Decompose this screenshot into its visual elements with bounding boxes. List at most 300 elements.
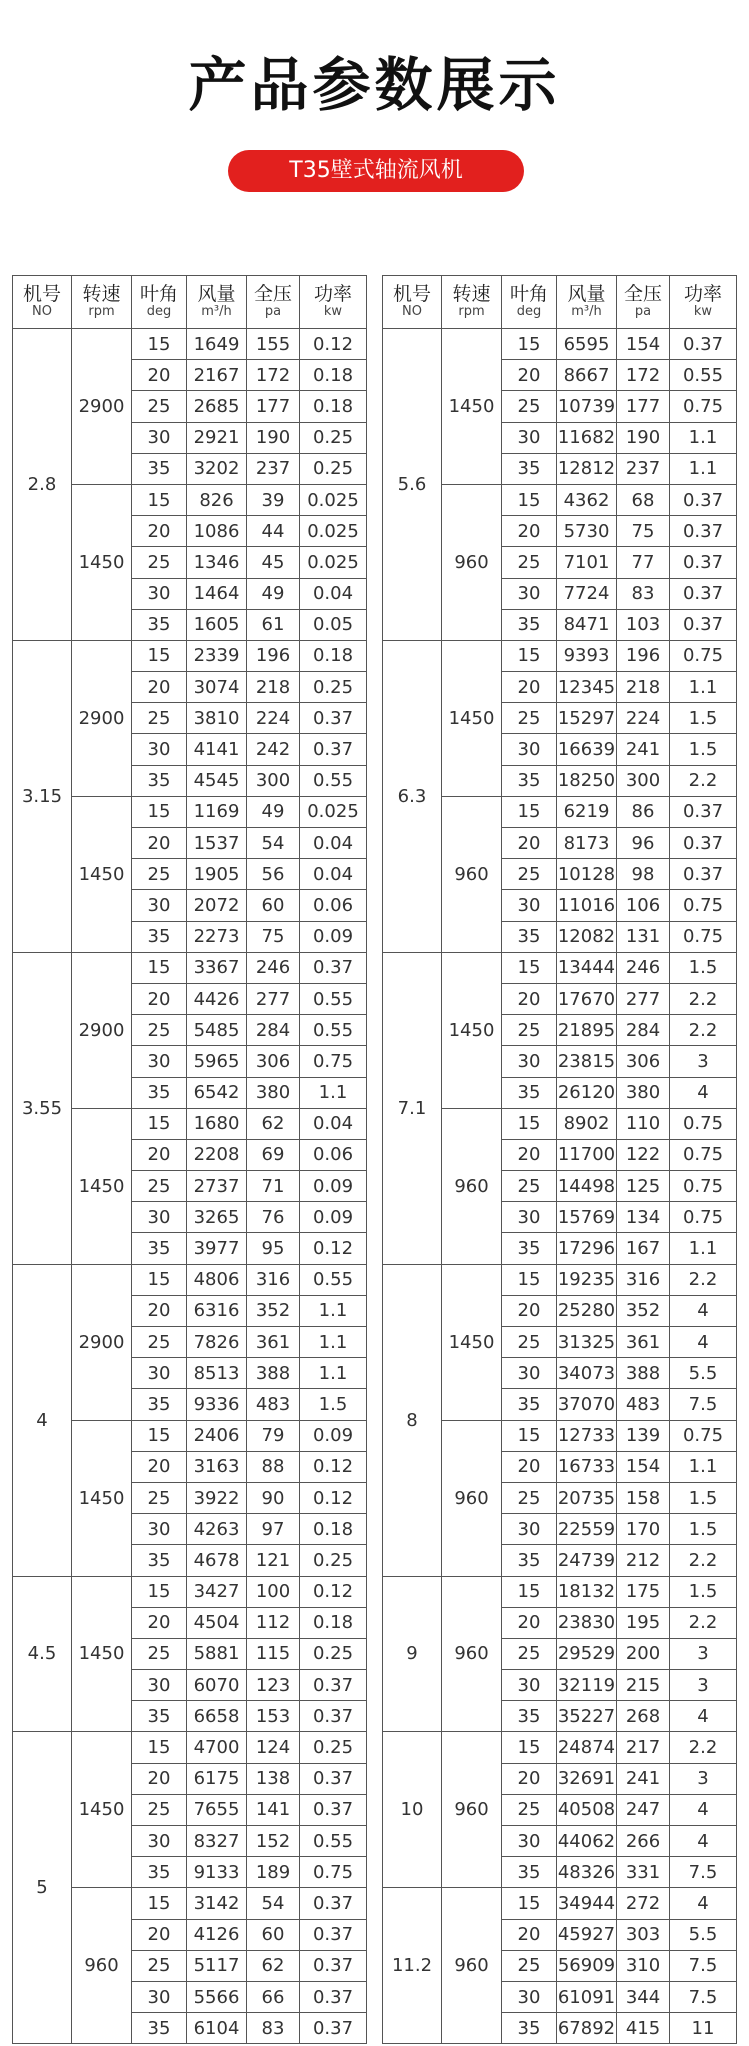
blade-angle-cell: 35 [502, 1233, 557, 1264]
airflow-cell: 1680 [187, 1108, 247, 1139]
rpm-cell: 1450 [72, 1108, 132, 1264]
page-title: 产品参数展示 [188, 51, 561, 119]
pressure-cell: 69 [247, 1139, 300, 1170]
header-deg: 叶角 deg [132, 276, 187, 329]
blade-angle-cell: 20 [502, 983, 557, 1014]
power-cell: 0.37 [300, 703, 367, 734]
power-cell: 0.75 [300, 1046, 367, 1077]
pressure-cell: 75 [617, 516, 670, 547]
pressure-cell: 175 [617, 1576, 670, 1607]
blade-angle-cell: 20 [132, 983, 187, 1014]
airflow-cell: 44062 [557, 1826, 617, 1857]
table-row [383, 952, 737, 983]
pressure-cell: 316 [617, 1264, 670, 1295]
pressure-cell: 272 [617, 1888, 670, 1919]
airflow-cell: 3202 [187, 453, 247, 484]
power-cell: 4 [670, 1295, 737, 1326]
pressure-cell: 284 [247, 1015, 300, 1046]
pressure-cell: 86 [617, 796, 670, 827]
blade-angle-cell: 20 [502, 1763, 557, 1794]
pressure-cell: 277 [247, 983, 300, 1014]
power-cell: 0.12 [300, 1451, 367, 1482]
blade-angle-cell: 30 [502, 890, 557, 921]
airflow-cell: 2072 [187, 890, 247, 921]
power-cell: 0.37 [300, 1950, 367, 1981]
blade-angle-cell: 30 [132, 578, 187, 609]
power-cell: 0.75 [670, 921, 737, 952]
pressure-cell: 300 [247, 765, 300, 796]
airflow-cell: 11700 [557, 1139, 617, 1170]
blade-angle-cell: 20 [502, 1139, 557, 1170]
airflow-cell: 34073 [557, 1358, 617, 1389]
pressure-cell: 242 [247, 734, 300, 765]
power-cell: 1.1 [300, 1358, 367, 1389]
airflow-cell: 2208 [187, 1139, 247, 1170]
power-cell: 1.5 [670, 1482, 737, 1513]
blade-angle-cell: 35 [132, 765, 187, 796]
blade-angle-cell: 35 [132, 1077, 187, 1108]
power-cell: 0.18 [300, 1607, 367, 1638]
table-row [13, 1732, 367, 1763]
airflow-cell: 10128 [557, 859, 617, 890]
blade-angle-cell: 30 [502, 578, 557, 609]
airflow-cell: 6542 [187, 1077, 247, 1108]
airflow-cell: 13444 [557, 952, 617, 983]
power-cell: 0.25 [300, 672, 367, 703]
airflow-cell: 10739 [557, 391, 617, 422]
rpm-cell: 2900 [72, 329, 132, 485]
blade-angle-cell: 30 [132, 1670, 187, 1701]
airflow-cell: 34944 [557, 1888, 617, 1919]
airflow-cell: 6070 [187, 1670, 247, 1701]
rpm-cell: 960 [72, 1888, 132, 2044]
power-cell: 0.37 [670, 578, 737, 609]
airflow-cell: 23830 [557, 1607, 617, 1638]
blade-angle-cell: 15 [502, 1108, 557, 1139]
blade-angle-cell: 35 [132, 1389, 187, 1420]
model-no-cell: 3.55 [13, 952, 72, 1264]
power-cell: 5.5 [670, 1919, 737, 1950]
blade-angle-cell: 35 [132, 2013, 187, 2044]
power-cell: 0.75 [670, 640, 737, 671]
pressure-cell: 310 [617, 1950, 670, 1981]
airflow-cell: 4263 [187, 1514, 247, 1545]
blade-angle-cell: 15 [502, 329, 557, 360]
blade-angle-cell: 15 [502, 484, 557, 515]
airflow-cell: 40508 [557, 1794, 617, 1825]
power-cell: 0.37 [300, 1981, 367, 2012]
pressure-cell: 95 [247, 1233, 300, 1264]
power-cell: 0.37 [300, 1670, 367, 1701]
pressure-cell: 224 [617, 703, 670, 734]
airflow-cell: 11682 [557, 422, 617, 453]
airflow-cell: 1464 [187, 578, 247, 609]
table-row [383, 640, 737, 671]
model-no-cell: 4.5 [13, 1576, 72, 1732]
blade-angle-cell: 25 [132, 547, 187, 578]
blade-angle-cell: 20 [502, 828, 557, 859]
blade-angle-cell: 25 [502, 391, 557, 422]
power-cell: 0.025 [300, 484, 367, 515]
pressure-cell: 68 [617, 484, 670, 515]
power-cell: 0.06 [300, 1139, 367, 1170]
airflow-cell: 8667 [557, 360, 617, 391]
header-row [383, 276, 737, 329]
power-cell: 0.37 [300, 734, 367, 765]
table-row [13, 1264, 367, 1295]
pressure-cell: 352 [247, 1295, 300, 1326]
airflow-cell: 3142 [187, 1888, 247, 1919]
pressure-cell: 100 [247, 1576, 300, 1607]
airflow-cell: 12812 [557, 453, 617, 484]
pressure-cell: 112 [247, 1607, 300, 1638]
airflow-cell: 61091 [557, 1981, 617, 2012]
blade-angle-cell: 15 [132, 796, 187, 827]
model-no-cell: 9 [383, 1576, 442, 1732]
power-cell: 0.04 [300, 1108, 367, 1139]
power-cell: 0.12 [300, 1482, 367, 1513]
airflow-cell: 15769 [557, 1202, 617, 1233]
pressure-cell: 331 [617, 1857, 670, 1888]
airflow-cell: 32691 [557, 1763, 617, 1794]
pressure-cell: 45 [247, 547, 300, 578]
pressure-cell: 115 [247, 1638, 300, 1669]
power-cell: 1.5 [300, 1389, 367, 1420]
power-cell: 0.25 [300, 1545, 367, 1576]
pressure-cell: 268 [617, 1701, 670, 1732]
blade-angle-cell: 15 [132, 1420, 187, 1451]
blade-angle-cell: 25 [502, 1015, 557, 1046]
power-cell: 1.5 [670, 703, 737, 734]
rpm-cell: 960 [442, 484, 502, 640]
rpm-cell: 960 [442, 796, 502, 952]
power-cell: 0.37 [300, 1794, 367, 1825]
power-cell: 0.04 [300, 578, 367, 609]
airflow-cell: 4545 [187, 765, 247, 796]
rpm-cell: 1450 [72, 1576, 132, 1732]
power-cell: 4 [670, 1794, 737, 1825]
blade-angle-cell: 35 [502, 1545, 557, 1576]
pressure-cell: 190 [617, 422, 670, 453]
pressure-cell: 190 [247, 422, 300, 453]
table-row [13, 640, 367, 671]
rpm-cell: 960 [442, 1888, 502, 2044]
blade-angle-cell: 20 [132, 1763, 187, 1794]
blade-angle-cell: 30 [132, 1202, 187, 1233]
power-cell: 2.2 [670, 1607, 737, 1638]
blade-angle-cell: 35 [132, 1233, 187, 1264]
pressure-cell: 123 [247, 1670, 300, 1701]
blade-angle-cell: 15 [132, 1264, 187, 1295]
blade-angle-cell: 35 [132, 609, 187, 640]
power-cell: 0.37 [670, 484, 737, 515]
power-cell: 0.55 [300, 983, 367, 1014]
pressure-cell: 303 [617, 1919, 670, 1950]
pressure-cell: 44 [247, 516, 300, 547]
airflow-cell: 12733 [557, 1420, 617, 1451]
pressure-cell: 172 [617, 360, 670, 391]
blade-angle-cell: 25 [502, 1171, 557, 1202]
pressure-cell: 277 [617, 983, 670, 1014]
model-no-cell: 5.6 [383, 329, 442, 641]
power-cell: 0.37 [300, 952, 367, 983]
rpm-cell: 1450 [72, 484, 132, 640]
blade-angle-cell: 15 [502, 952, 557, 983]
blade-angle-cell: 15 [502, 1732, 557, 1763]
airflow-cell: 7655 [187, 1794, 247, 1825]
blade-angle-cell: 25 [502, 703, 557, 734]
blade-angle-cell: 25 [502, 1950, 557, 1981]
power-cell: 2.2 [670, 1264, 737, 1295]
blade-angle-cell: 25 [502, 1482, 557, 1513]
pressure-cell: 83 [617, 578, 670, 609]
airflow-cell: 16733 [557, 1451, 617, 1482]
pressure-cell: 98 [617, 859, 670, 890]
blade-angle-cell: 35 [502, 2013, 557, 2044]
airflow-cell: 3977 [187, 1233, 247, 1264]
pressure-cell: 306 [617, 1046, 670, 1077]
pressure-cell: 76 [247, 1202, 300, 1233]
power-cell: 0.06 [300, 890, 367, 921]
airflow-cell: 17670 [557, 983, 617, 1014]
blade-angle-cell: 20 [502, 1607, 557, 1638]
pressure-cell: 237 [617, 453, 670, 484]
power-cell: 0.37 [670, 516, 737, 547]
airflow-cell: 4141 [187, 734, 247, 765]
pressure-cell: 316 [247, 1264, 300, 1295]
airflow-cell: 6175 [187, 1763, 247, 1794]
power-cell: 0.55 [300, 765, 367, 796]
model-no-cell: 3.15 [13, 640, 72, 952]
power-cell: 0.37 [670, 329, 737, 360]
pressure-cell: 170 [617, 1514, 670, 1545]
blade-angle-cell: 20 [132, 1139, 187, 1170]
power-cell: 3 [670, 1763, 737, 1794]
power-cell: 1.5 [670, 734, 737, 765]
header-row [13, 276, 367, 329]
pressure-cell: 153 [247, 1701, 300, 1732]
airflow-cell: 3074 [187, 672, 247, 703]
airflow-cell: 19235 [557, 1264, 617, 1295]
airflow-cell: 5485 [187, 1015, 247, 1046]
pressure-cell: 62 [247, 1950, 300, 1981]
pressure-cell: 172 [247, 360, 300, 391]
blade-angle-cell: 15 [502, 640, 557, 671]
power-cell: 0.37 [670, 609, 737, 640]
airflow-cell: 24874 [557, 1732, 617, 1763]
blade-angle-cell: 20 [132, 1451, 187, 1482]
airflow-cell: 24739 [557, 1545, 617, 1576]
blade-angle-cell: 30 [132, 1358, 187, 1389]
airflow-cell: 6104 [187, 2013, 247, 2044]
power-cell: 2.2 [670, 983, 737, 1014]
power-cell: 0.12 [300, 1576, 367, 1607]
blade-angle-cell: 25 [502, 547, 557, 578]
power-cell: 7.5 [670, 1981, 737, 2012]
power-cell: 0.37 [670, 828, 737, 859]
airflow-cell: 4426 [187, 983, 247, 1014]
pressure-cell: 380 [247, 1077, 300, 1108]
airflow-cell: 5566 [187, 1981, 247, 2012]
airflow-cell: 18250 [557, 765, 617, 796]
pressure-cell: 212 [617, 1545, 670, 1576]
blade-angle-cell: 20 [132, 672, 187, 703]
airflow-cell: 3367 [187, 952, 247, 983]
airflow-cell: 5117 [187, 1950, 247, 1981]
blade-angle-cell: 25 [132, 1171, 187, 1202]
header-deg: 叶角 deg [502, 276, 557, 329]
blade-angle-cell: 25 [132, 859, 187, 890]
airflow-cell: 8173 [557, 828, 617, 859]
pressure-cell: 224 [247, 703, 300, 734]
power-cell: 4 [670, 1327, 737, 1358]
airflow-cell: 45927 [557, 1919, 617, 1950]
pressure-cell: 300 [617, 765, 670, 796]
pressure-cell: 139 [617, 1420, 670, 1451]
airflow-cell: 14498 [557, 1171, 617, 1202]
power-cell: 0.09 [300, 1171, 367, 1202]
rpm-cell: 2900 [72, 1264, 132, 1420]
power-cell: 4 [670, 1888, 737, 1919]
power-cell: 1.1 [300, 1327, 367, 1358]
blade-angle-cell: 30 [502, 1514, 557, 1545]
blade-angle-cell: 30 [502, 734, 557, 765]
pressure-cell: 83 [247, 2013, 300, 2044]
rpm-cell: 2900 [72, 952, 132, 1108]
airflow-cell: 12082 [557, 921, 617, 952]
blade-angle-cell: 25 [132, 1327, 187, 1358]
pressure-cell: 106 [617, 890, 670, 921]
airflow-cell: 3163 [187, 1451, 247, 1482]
blade-angle-cell: 15 [132, 329, 187, 360]
header-power: 功率 kw [670, 276, 737, 329]
power-cell: 0.75 [670, 1420, 737, 1451]
blade-angle-cell: 25 [502, 1638, 557, 1669]
pressure-cell: 61 [247, 609, 300, 640]
airflow-cell: 6316 [187, 1295, 247, 1326]
airflow-cell: 8327 [187, 1826, 247, 1857]
power-cell: 0.37 [300, 1888, 367, 1919]
power-cell: 0.25 [300, 1638, 367, 1669]
pressure-cell: 266 [617, 1826, 670, 1857]
power-cell: 0.18 [300, 360, 367, 391]
blade-angle-cell: 15 [502, 1888, 557, 1919]
blade-angle-cell: 20 [502, 1295, 557, 1326]
pressure-cell: 134 [617, 1202, 670, 1233]
blade-angle-cell: 35 [502, 609, 557, 640]
airflow-cell: 56909 [557, 1950, 617, 1981]
blade-angle-cell: 35 [132, 1545, 187, 1576]
pressure-cell: 49 [247, 796, 300, 827]
pressure-cell: 218 [617, 672, 670, 703]
rpm-cell: 1450 [72, 1420, 132, 1576]
airflow-cell: 2273 [187, 921, 247, 952]
blade-angle-cell: 35 [132, 1857, 187, 1888]
airflow-cell: 2167 [187, 360, 247, 391]
pressure-cell: 96 [617, 828, 670, 859]
table-row [383, 329, 737, 360]
header-rpm: 转速 rpm [442, 276, 502, 329]
blade-angle-cell: 30 [132, 422, 187, 453]
blade-angle-cell: 30 [502, 422, 557, 453]
airflow-cell: 7101 [557, 547, 617, 578]
blade-angle-cell: 20 [132, 1607, 187, 1638]
pressure-cell: 141 [247, 1794, 300, 1825]
header-power: 功率 kw [300, 276, 367, 329]
pressure-cell: 483 [247, 1389, 300, 1420]
blade-angle-cell: 20 [132, 828, 187, 859]
model-no-cell: 10 [383, 1732, 442, 1888]
blade-angle-cell: 35 [502, 1857, 557, 1888]
pressure-cell: 152 [247, 1826, 300, 1857]
blade-angle-cell: 35 [132, 1701, 187, 1732]
table-row [13, 1576, 367, 1607]
pressure-cell: 60 [247, 890, 300, 921]
power-cell: 1.1 [670, 672, 737, 703]
airflow-cell: 6595 [557, 329, 617, 360]
pressure-cell: 121 [247, 1545, 300, 1576]
blade-angle-cell: 20 [132, 516, 187, 547]
power-cell: 0.55 [300, 1015, 367, 1046]
blade-angle-cell: 20 [502, 360, 557, 391]
model-no-cell: 2.8 [13, 329, 72, 641]
pressure-cell: 110 [617, 1108, 670, 1139]
airflow-cell: 5965 [187, 1046, 247, 1077]
power-cell: 1.1 [670, 1451, 737, 1482]
power-cell: 2.2 [670, 765, 737, 796]
airflow-cell: 1605 [187, 609, 247, 640]
pressure-cell: 66 [247, 1981, 300, 2012]
power-cell: 7.5 [670, 1857, 737, 1888]
airflow-cell: 37070 [557, 1389, 617, 1420]
airflow-cell: 9336 [187, 1389, 247, 1420]
table-row [383, 1732, 737, 1763]
blade-angle-cell: 35 [132, 921, 187, 952]
power-cell: 3 [670, 1638, 737, 1669]
power-cell: 1.1 [670, 1233, 737, 1264]
power-cell: 0.37 [300, 1919, 367, 1950]
power-cell: 0.37 [670, 796, 737, 827]
rpm-cell: 960 [442, 1420, 502, 1576]
airflow-cell: 3265 [187, 1202, 247, 1233]
airflow-cell: 4362 [557, 484, 617, 515]
table-row [13, 952, 367, 983]
blade-angle-cell: 30 [502, 1826, 557, 1857]
model-no-cell: 4 [13, 1264, 72, 1576]
pressure-cell: 124 [247, 1732, 300, 1763]
airflow-cell: 1537 [187, 828, 247, 859]
airflow-cell: 2339 [187, 640, 247, 671]
pressure-cell: 88 [247, 1451, 300, 1482]
pressure-cell: 284 [617, 1015, 670, 1046]
pressure-cell: 215 [617, 1670, 670, 1701]
power-cell: 2.2 [670, 1015, 737, 1046]
spec-table-right [382, 275, 737, 2044]
power-cell: 0.25 [300, 422, 367, 453]
pressure-cell: 103 [617, 609, 670, 640]
power-cell: 0.18 [300, 640, 367, 671]
blade-angle-cell: 35 [502, 453, 557, 484]
power-cell: 7.5 [670, 1950, 737, 1981]
airflow-cell: 4678 [187, 1545, 247, 1576]
blade-angle-cell: 30 [132, 1981, 187, 2012]
airflow-cell: 7826 [187, 1327, 247, 1358]
power-cell: 0.18 [300, 391, 367, 422]
power-cell: 0.55 [300, 1264, 367, 1295]
pressure-cell: 90 [247, 1482, 300, 1513]
airflow-cell: 5881 [187, 1638, 247, 1669]
pressure-cell: 241 [617, 734, 670, 765]
